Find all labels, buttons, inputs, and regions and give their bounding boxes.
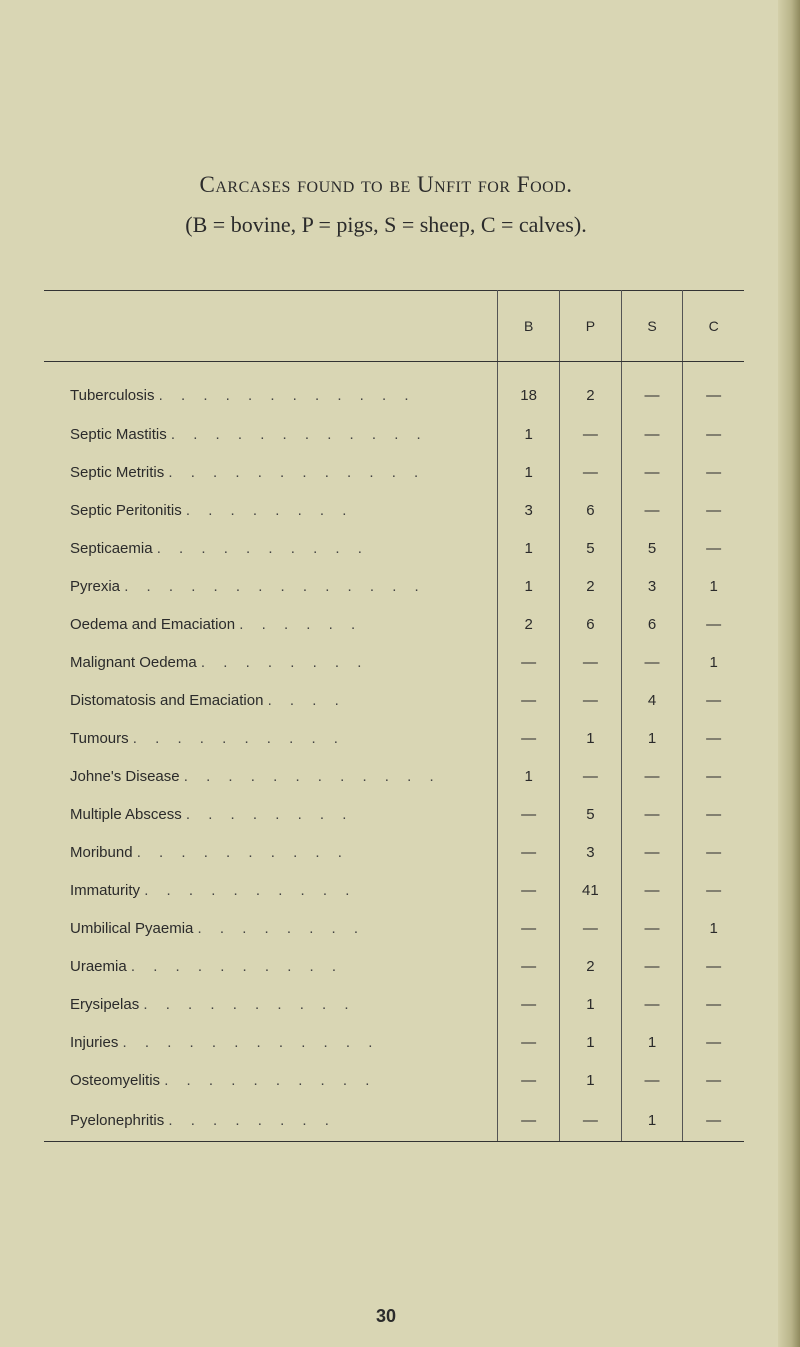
cell-p: 2	[560, 362, 622, 416]
row-label-cell	[44, 833, 498, 871]
cell-b: 18	[498, 362, 560, 416]
row-label: Distomatosis and Emaciation	[70, 691, 264, 709]
cell-s: —	[621, 415, 683, 453]
table-header-row	[44, 291, 744, 362]
cell-b: —	[498, 795, 560, 833]
column-header-p: P	[560, 291, 622, 362]
leader-dots: . . . . . . . . . .	[143, 995, 356, 1013]
table-row	[44, 643, 744, 681]
cell-c: —	[683, 1099, 744, 1142]
leader-dots: . . . . . . . . . . . .	[168, 463, 426, 481]
table-row	[44, 1061, 744, 1099]
table-row	[44, 491, 744, 529]
row-label: Multiple Abscess	[70, 805, 182, 823]
row-label: Injuries	[70, 1033, 119, 1051]
row-label-cell	[44, 1023, 498, 1061]
cell-b: 2	[498, 605, 560, 643]
row-label-cell	[44, 871, 498, 909]
cell-s: —	[621, 757, 683, 795]
cell-p: —	[560, 681, 622, 719]
table-row	[44, 871, 744, 909]
table-row	[44, 567, 744, 605]
leader-dots: . . . . . . . .	[197, 919, 366, 937]
column-header-c: C	[683, 291, 744, 362]
cell-b: 1	[498, 567, 560, 605]
row-label-cell	[44, 909, 498, 947]
cell-s: —	[621, 833, 683, 871]
cell-s: —	[621, 453, 683, 491]
row-label: Pyelonephritis	[70, 1111, 165, 1129]
leader-dots: . . . . . . . . . .	[144, 881, 357, 899]
leader-dots: . . . . . . . . . . . . . .	[124, 577, 426, 595]
table-row	[44, 1023, 744, 1061]
leader-dots: . . . . . . . . . . . .	[122, 1033, 380, 1051]
table-row	[44, 453, 744, 491]
table-row	[44, 985, 744, 1023]
cell-p: —	[560, 453, 622, 491]
cell-b: 1	[498, 453, 560, 491]
table-row	[44, 605, 744, 643]
leader-dots: . . . . . . . .	[168, 1111, 336, 1129]
cell-s: —	[621, 909, 683, 947]
row-label-cell	[44, 795, 498, 833]
carcases-table	[44, 290, 744, 1142]
row-label: Septic Peritonitis	[70, 501, 182, 519]
cell-p: 3	[560, 833, 622, 871]
row-label: Septic Metritis	[70, 463, 165, 481]
row-label: Johne's Disease	[70, 767, 180, 785]
cell-p: 6	[560, 491, 622, 529]
cell-b: 1	[498, 415, 560, 453]
table-row	[44, 795, 744, 833]
cell-c: —	[683, 871, 744, 909]
cell-c: —	[683, 719, 744, 757]
cell-b: —	[498, 1061, 560, 1099]
cell-c: —	[683, 1023, 744, 1061]
cell-p: 2	[560, 567, 622, 605]
table-body	[44, 362, 744, 1142]
table-row	[44, 681, 744, 719]
table-row	[44, 529, 744, 567]
table-row	[44, 415, 744, 453]
cell-p: 2	[560, 947, 622, 985]
cell-s: 1	[621, 719, 683, 757]
cell-b: —	[498, 719, 560, 757]
cell-p: 41	[560, 871, 622, 909]
row-label-cell	[44, 985, 498, 1023]
cell-s: —	[621, 643, 683, 681]
column-header-b: B	[498, 291, 560, 362]
row-label: Umbilical Pyaemia	[70, 919, 194, 937]
leader-dots: . . . . . . . . . .	[130, 957, 344, 975]
header-blank	[44, 291, 498, 362]
row-label: Tuberculosis	[70, 386, 155, 404]
cell-p: —	[560, 415, 622, 453]
page-title: Carcases found to be Unfit for Food.	[199, 172, 573, 197]
leader-dots: . . . . . . . . . . . .	[170, 425, 428, 443]
row-label: Septicaemia	[70, 539, 153, 557]
row-label-cell	[44, 1061, 498, 1099]
leader-dots: . . . . . . . . . .	[136, 843, 349, 861]
table-row	[44, 362, 744, 416]
cell-s: —	[621, 1061, 683, 1099]
row-label-cell	[44, 757, 498, 795]
leader-dots: . . . . . . . . . .	[164, 1071, 377, 1089]
table-row	[44, 833, 744, 871]
row-label: Immaturity	[70, 881, 141, 899]
cell-c: —	[683, 681, 744, 719]
cell-c: —	[683, 1061, 744, 1099]
row-label-cell	[44, 947, 498, 985]
row-label: Erysipelas	[70, 995, 140, 1013]
table-row	[44, 909, 744, 947]
table-row	[44, 757, 744, 795]
row-label-cell	[44, 415, 498, 453]
cell-p: 1	[560, 985, 622, 1023]
leader-dots: . . . . . . . . . .	[156, 539, 369, 557]
cell-b: —	[498, 947, 560, 985]
cell-s: —	[621, 362, 683, 416]
page-edge-shadow	[778, 0, 800, 1347]
cell-p: 1	[560, 1023, 622, 1061]
cell-b: —	[498, 833, 560, 871]
cell-s: 6	[621, 605, 683, 643]
cell-c: 1	[683, 567, 744, 605]
row-label-cell	[44, 643, 498, 681]
cell-p: —	[560, 757, 622, 795]
leader-dots: . . . . . . . .	[185, 805, 354, 823]
cell-c: —	[683, 757, 744, 795]
cell-c: —	[683, 985, 744, 1023]
leader-dots: . . . . . . . . . .	[132, 729, 345, 747]
row-label-cell	[44, 567, 498, 605]
row-label-cell	[44, 529, 498, 567]
row-label-cell	[44, 681, 498, 719]
cell-b: 1	[498, 529, 560, 567]
cell-c: —	[683, 362, 744, 416]
leader-dots: . . . . . .	[239, 615, 363, 633]
cell-b: —	[498, 909, 560, 947]
cell-s: —	[621, 947, 683, 985]
cell-b: —	[498, 1099, 560, 1142]
cell-s: 3	[621, 567, 683, 605]
row-label-cell	[44, 605, 498, 643]
row-label: Pyrexia	[70, 577, 121, 595]
cell-s: —	[621, 491, 683, 529]
cell-b: —	[498, 871, 560, 909]
leader-dots: . . . . . . . . . . . .	[183, 767, 441, 785]
cell-c: —	[683, 795, 744, 833]
cell-p: 5	[560, 795, 622, 833]
cell-p: 1	[560, 719, 622, 757]
row-label-cell	[44, 719, 498, 757]
table-row	[44, 1099, 744, 1142]
cell-s: 1	[621, 1099, 683, 1142]
row-label-cell	[44, 362, 498, 416]
cell-c: —	[683, 605, 744, 643]
cell-c: —	[683, 833, 744, 871]
cell-s: —	[621, 871, 683, 909]
row-label: Moribund	[70, 843, 133, 861]
row-label: Oedema and Emaciation	[70, 615, 236, 633]
cell-c: —	[683, 947, 744, 985]
row-label-cell	[44, 1099, 498, 1142]
cell-b: —	[498, 1023, 560, 1061]
leader-dots: . . . .	[267, 691, 346, 709]
cell-s: 5	[621, 529, 683, 567]
row-label: Uraemia	[70, 957, 127, 975]
cell-p: 5	[560, 529, 622, 567]
row-label: Osteomyelitis	[70, 1071, 161, 1089]
cell-c: 1	[683, 909, 744, 947]
cell-p: —	[560, 1099, 622, 1142]
row-label: Malignant Oedema	[70, 653, 197, 671]
leader-dots: . . . . . . . . . . . .	[158, 386, 416, 404]
cell-c: —	[683, 415, 744, 453]
cell-p: 6	[560, 605, 622, 643]
cell-b: —	[498, 985, 560, 1023]
cell-p: —	[560, 643, 622, 681]
cell-b: 3	[498, 491, 560, 529]
page-number: 30	[375, 1306, 397, 1326]
table-row	[44, 947, 744, 985]
row-label-cell	[44, 491, 498, 529]
cell-s: 4	[621, 681, 683, 719]
cell-s: —	[621, 795, 683, 833]
cell-b: 1	[498, 757, 560, 795]
cell-p: —	[560, 909, 622, 947]
table-row	[44, 719, 744, 757]
row-label-cell	[44, 453, 498, 491]
row-label: Septic Mastitis	[70, 425, 167, 443]
cell-b: —	[498, 681, 560, 719]
column-header-s: S	[621, 291, 683, 362]
row-label: Tumours	[70, 729, 129, 747]
leader-dots: . . . . . . . .	[200, 653, 369, 671]
leader-dots: . . . . . . . .	[185, 501, 354, 519]
cell-c: —	[683, 491, 744, 529]
cell-c: —	[683, 453, 744, 491]
cell-s: 1	[621, 1023, 683, 1061]
cell-c: —	[683, 529, 744, 567]
page-subtitle: (B = bovine, P = pigs, S = sheep, C = calves).	[185, 212, 587, 237]
cell-b: —	[498, 643, 560, 681]
cell-c: 1	[683, 643, 744, 681]
cell-s: —	[621, 985, 683, 1023]
cell-p: 1	[560, 1061, 622, 1099]
